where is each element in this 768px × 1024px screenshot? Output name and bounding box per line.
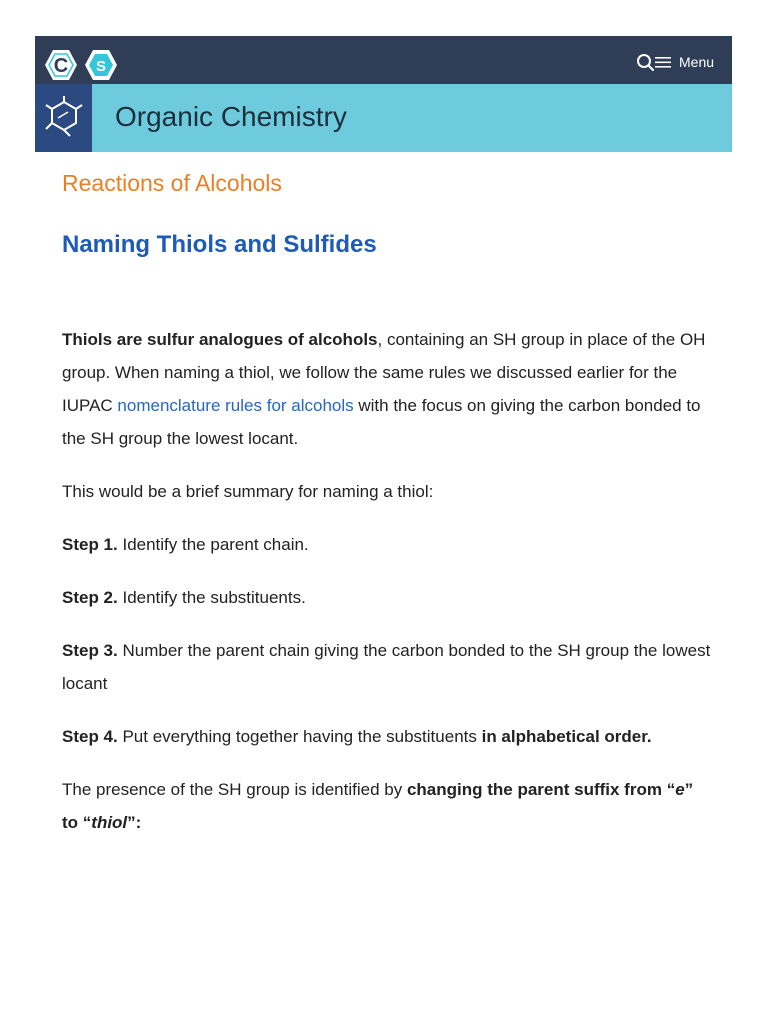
suffix-to: ” to “ (62, 780, 694, 832)
step-4-label: Step 4. (62, 727, 118, 746)
nomenclature-rules-link[interactable]: nomenclature rules for alcohols (117, 396, 354, 415)
menu-button[interactable] (655, 50, 714, 74)
quote-open: “ (666, 780, 676, 799)
step-1-text: Identify the parent chain. (117, 535, 309, 554)
top-navigation-bar (35, 36, 732, 84)
search-icon[interactable] (635, 52, 657, 74)
site-title[interactable]: Organic Chemistry (115, 101, 347, 132)
hamburger-icon (655, 55, 671, 69)
suffix-bold: changing the parent suffix from (406, 780, 662, 799)
logo-letter-s: S (95, 58, 107, 75)
step-3-label: Step 3. (62, 641, 118, 660)
suffix-paragraph (62, 773, 712, 839)
menu-label: Menu (679, 54, 715, 70)
intro-paragraph (62, 323, 712, 455)
molecule-icon[interactable] (35, 84, 92, 152)
step-1 (62, 528, 712, 561)
logo-letter-c: C (53, 55, 69, 77)
suffix-thiol: thiol (91, 813, 128, 832)
step-4-text: Put everything together having the substituents (117, 727, 482, 746)
category-link[interactable]: Reactions of Alcohols (62, 170, 282, 196)
intro-text-1: , containing an SH group in place of the OH group. When naming a thiol, we follow the same rules we discussed earlier for the IUPAC (62, 330, 706, 415)
step-3 (62, 634, 712, 700)
suffix-e: e (675, 780, 685, 799)
summary-paragraph: This would be a brief summary for naming a thiol: (62, 482, 434, 501)
step-2-label: Step 2. (62, 588, 118, 607)
step-4 (62, 720, 712, 753)
step-1-label: Step 1. (62, 535, 118, 554)
step-2 (62, 581, 712, 614)
intro-text-2: with the focus on giving the carbon bonded to the SH group the lowest locant. (62, 396, 701, 448)
section-header-bar (35, 84, 732, 152)
article-content (62, 170, 712, 839)
step-2-text: Identify the substituents. (117, 588, 306, 607)
intro-bold: Thiols are sulfur analogues of alcohols (62, 330, 378, 349)
suffix-text: The presence of the SH group is identified by (62, 780, 407, 799)
step-4-bold: in alphabetical order. (481, 727, 652, 746)
site-logo[interactable] (43, 46, 125, 84)
article-title: Naming Thiols and Sulfides (62, 231, 377, 258)
step-3-text: Number the parent chain giving the carbon bonded to the SH group the lowest locant (62, 641, 711, 693)
quote-close: ”: (127, 813, 142, 832)
